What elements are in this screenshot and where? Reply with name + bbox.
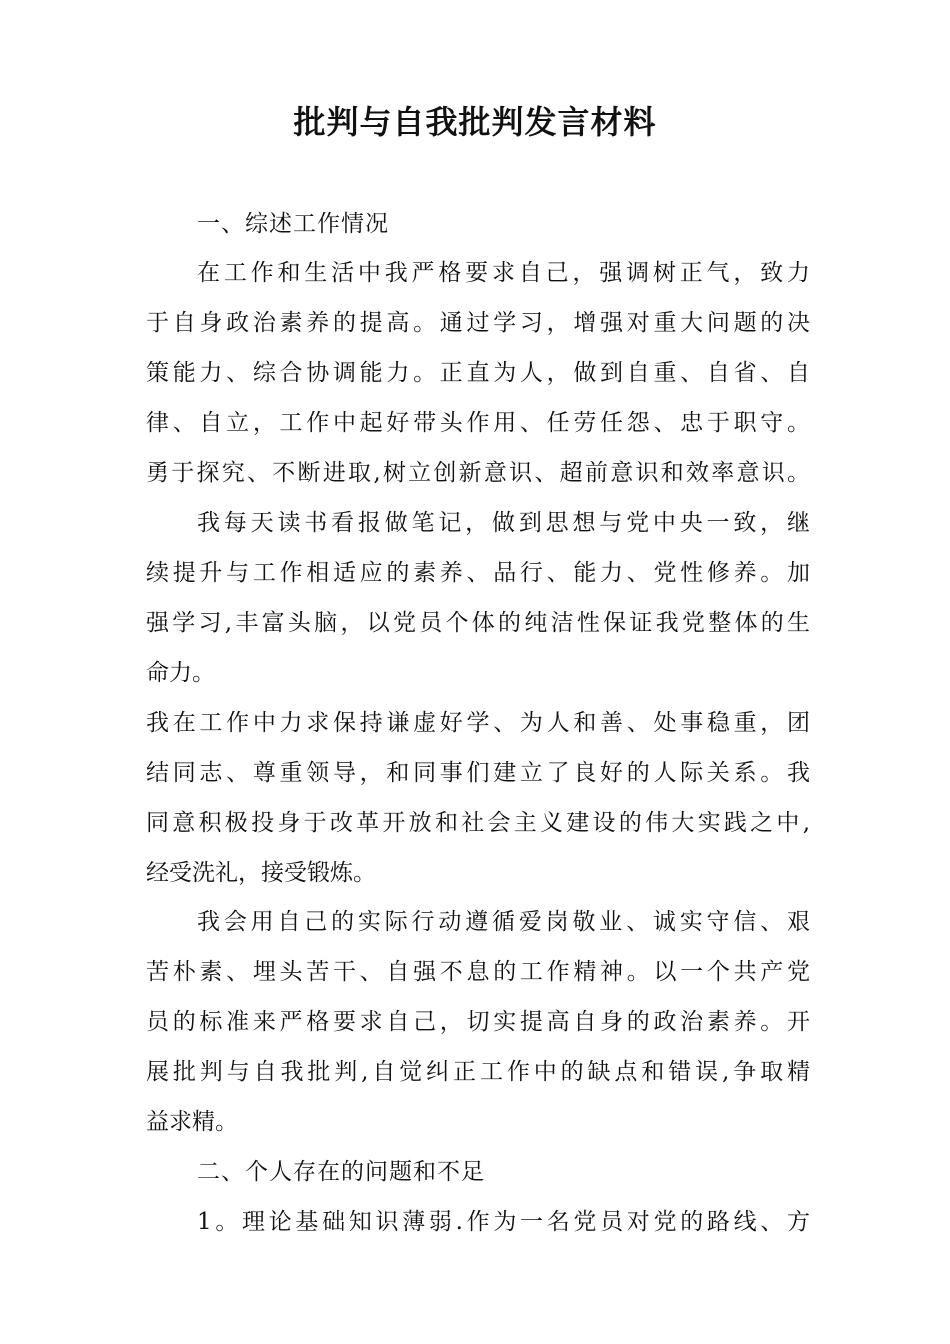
- section-heading-2: 二、个人存在的问题和不足: [197, 1159, 485, 1185]
- paragraph-line: 续提升与工作相适应的素养、品行、能力、党性修养。加: [146, 560, 810, 586]
- paragraph-line: 结同志、尊重领导，和同事们建立了良好的人际关系。我: [146, 760, 810, 786]
- paragraph-line: 员的标准来严格要求自己，切实提高自身的政治素养。开: [146, 1009, 810, 1035]
- paragraph-line: 律、自立，工作中起好带头作用、任劳任怨、忠于职守。: [146, 410, 810, 436]
- paragraph-line: 苦朴素、埋头苦干、自强不息的工作精神。以一个共产党: [146, 959, 810, 985]
- paragraph-line: 展批判与自我批判,自觉纠正工作中的缺点和错误,争取精: [146, 1059, 810, 1085]
- section-heading-1: 一、综述工作情况: [197, 211, 389, 237]
- paragraph-line: 在工作和生活中我严格要求自己，强调树正气，致力: [197, 260, 810, 286]
- paragraph-line: 我每天读书看报做笔记，做到思想与党中央一致，继: [197, 510, 810, 536]
- paragraph-line: 强学习,丰富头脑，以党员个体的纯洁性保证我党整体的生: [146, 610, 810, 636]
- paragraph-line: 1。理论基础知识薄弱.作为一名党员对党的路线、方: [197, 1209, 810, 1235]
- paragraph-line: 命力。: [146, 660, 215, 686]
- document-title: 批判与自我批判发言材料: [293, 103, 657, 141]
- paragraph-line: 策能力、综合协调能力。正直为人，做到自重、自省、自: [146, 360, 810, 386]
- paragraph-line: 我在工作中力求保持谦虚好学、为人和善、处事稳重，团: [146, 710, 810, 736]
- paragraph-line: 同意积极投身于改革开放和社会主义建设的伟大实践之中,: [146, 810, 810, 836]
- paragraph-line: 经受洗礼，接受锻炼。: [146, 860, 376, 886]
- paragraph-line: 于自身政治素养的提高。通过学习，增强对重大问题的决: [146, 310, 810, 336]
- paragraph-line: 益求精。: [146, 1109, 238, 1135]
- paragraph-line: 勇于探究、不断进取,树立创新意识、超前意识和效率意识。: [146, 460, 810, 486]
- paragraph-line: 我会用自己的实际行动遵循爱岗敬业、诚实守信、艰: [197, 909, 810, 935]
